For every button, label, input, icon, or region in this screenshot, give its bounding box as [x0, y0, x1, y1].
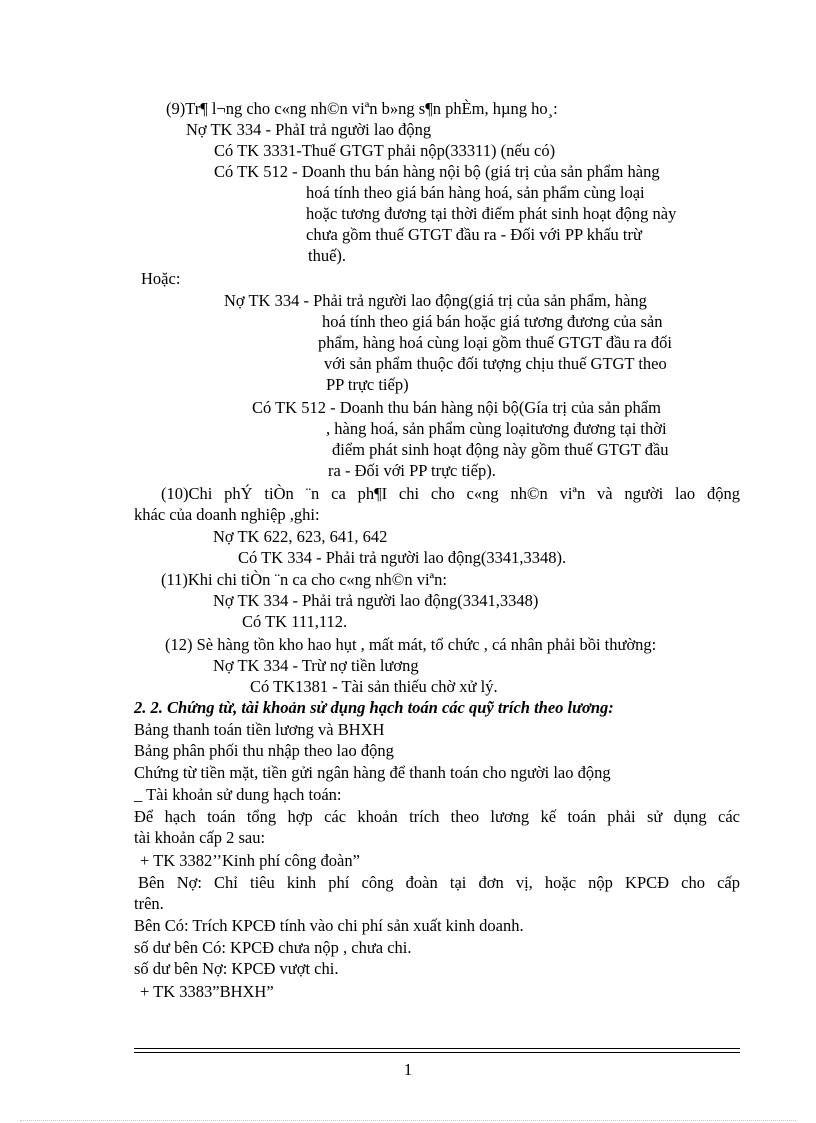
- page-edge-divider: [20, 1120, 796, 1121]
- text-line: (12) Sè hàng tồn kho hao hụt , mất mát, tổ chức , cá nhân phải bồi thường:: [165, 635, 657, 654]
- text-line: Bảng thanh toán tiền lương và BHXH: [134, 720, 385, 739]
- text-line: Bảng phân phối thu nhập theo lao động: [134, 741, 394, 760]
- text-line: + TK 3383”BHXH”: [140, 982, 274, 1001]
- text-line: phẩm, hàng hoá cùng loại gồm thuế GTGT đầu ra đối: [318, 333, 672, 352]
- text-line: Bên Có: Trích KPCĐ tính vào chi phí sản xuất kinh doanh.: [134, 916, 524, 935]
- text-line: Có TK 3331-Thuế GTGT phải nộp(33311) (nếu có): [214, 141, 556, 160]
- text-line: hoặc tương đương tại thời điểm phát sinh hoạt động này: [306, 204, 677, 223]
- text-line: hoá tính theo giá bán hoặc giá tương đương của sản: [322, 312, 663, 331]
- text-line: Nợ TK 334 - Phải trả người lao động(giá trị của sản phẩm, hàng: [224, 291, 647, 310]
- text-line: hoá tính theo giá bán hàng hoá, sản phẩm cùng loại: [306, 183, 645, 202]
- section-heading: 2. 2. Chứng từ, tài khoản sử dụng hạch toán các quỹ trích theo lương:: [134, 698, 614, 717]
- text-line: (11)Khi chi tiÒn ¨n ca cho c«ng nh©n viªn:: [161, 570, 447, 589]
- text-line: + TK 3382’’Kinh phí công đoàn”: [140, 851, 360, 870]
- text-line: Chứng từ tiền mặt, tiền gửi ngân hàng để thanh toán cho người lao động: [134, 763, 611, 782]
- text-line: trên.: [134, 894, 164, 913]
- text-line: Để hạch toán tổng hợp các khoản trích theo lương kế toán phải sử dụng các: [134, 807, 740, 826]
- page-number: 1: [403, 1060, 413, 1079]
- text-line: Nợ TK 334 - Trừ nợ tiền lương: [213, 656, 419, 675]
- text-line: điểm phát sinh hoạt động này gồm thuế GTGT đầu: [332, 440, 669, 459]
- footer-rule: [134, 1052, 740, 1053]
- text-line: Hoặc:: [141, 269, 181, 288]
- footer-rule: [134, 1048, 740, 1049]
- text-line: với sản phẩm thuộc đối tượng chịu thuế GTGT theo: [324, 354, 667, 373]
- text-line: (10)Chi phÝ tiÒn ¨n ca ph¶I chi cho c«ng nh©n viªn và người lao động: [161, 484, 740, 503]
- text-line: , hàng hoá, sản phẩm cùng loạitương đương tại thời: [326, 419, 667, 438]
- text-line: thuế).: [308, 246, 347, 265]
- text-line: Có TK1381 - Tài sản thiếu chờ xử lý.: [250, 677, 498, 696]
- text-line: Có TK 334 - Phải trả người lao động(3341,3348).: [238, 548, 567, 567]
- text-line: số dư bên Nợ: KPCĐ vượt chi.: [134, 959, 339, 978]
- text-line: PP trực tiếp): [326, 375, 409, 394]
- text-line: Nợ TK 334 - Phải trả người lao động(3341,3348): [213, 591, 539, 610]
- text-line: ra - Đối với PP trực tiếp).: [328, 461, 496, 480]
- text-line: số dư bên Có: KPCĐ chưa nộp , chưa chi.: [134, 938, 412, 957]
- text-line: _ Tài khoản sử dung hạch toán:: [134, 785, 342, 804]
- text-line: Nợ TK 334 - PhảI trả người lao động: [186, 120, 432, 139]
- text-line: tài khoản cấp 2 sau:: [134, 828, 266, 847]
- text-line: Có TK 512 - Doanh thu bán hàng nội bộ(Gía trị của sản phẩm: [252, 398, 661, 417]
- text-line: khác của doanh nghiệp ,ghi:: [134, 505, 320, 524]
- text-line: Có TK 512 - Doanh thu bán hàng nội bộ (giá trị của sản phẩm hàng: [214, 162, 660, 181]
- text-line: Bên Nợ: Chỉ tiêu kinh phí công đoàn tại đơn vị, hoặc nộp KPCĐ cho cấp: [138, 873, 740, 892]
- text-line: Có TK 111,112.: [242, 612, 348, 631]
- text-line: chưa gồm thuế GTGT đầu ra - Đối với PP khấu trừ: [306, 225, 642, 244]
- text-line: Nợ TK 622, 623, 641, 642: [213, 527, 388, 546]
- text-line: (9)Tr¶ l¬ng cho c«ng nh©n viªn b»ng s¶n phÈm, hµng ho¸:: [166, 99, 558, 118]
